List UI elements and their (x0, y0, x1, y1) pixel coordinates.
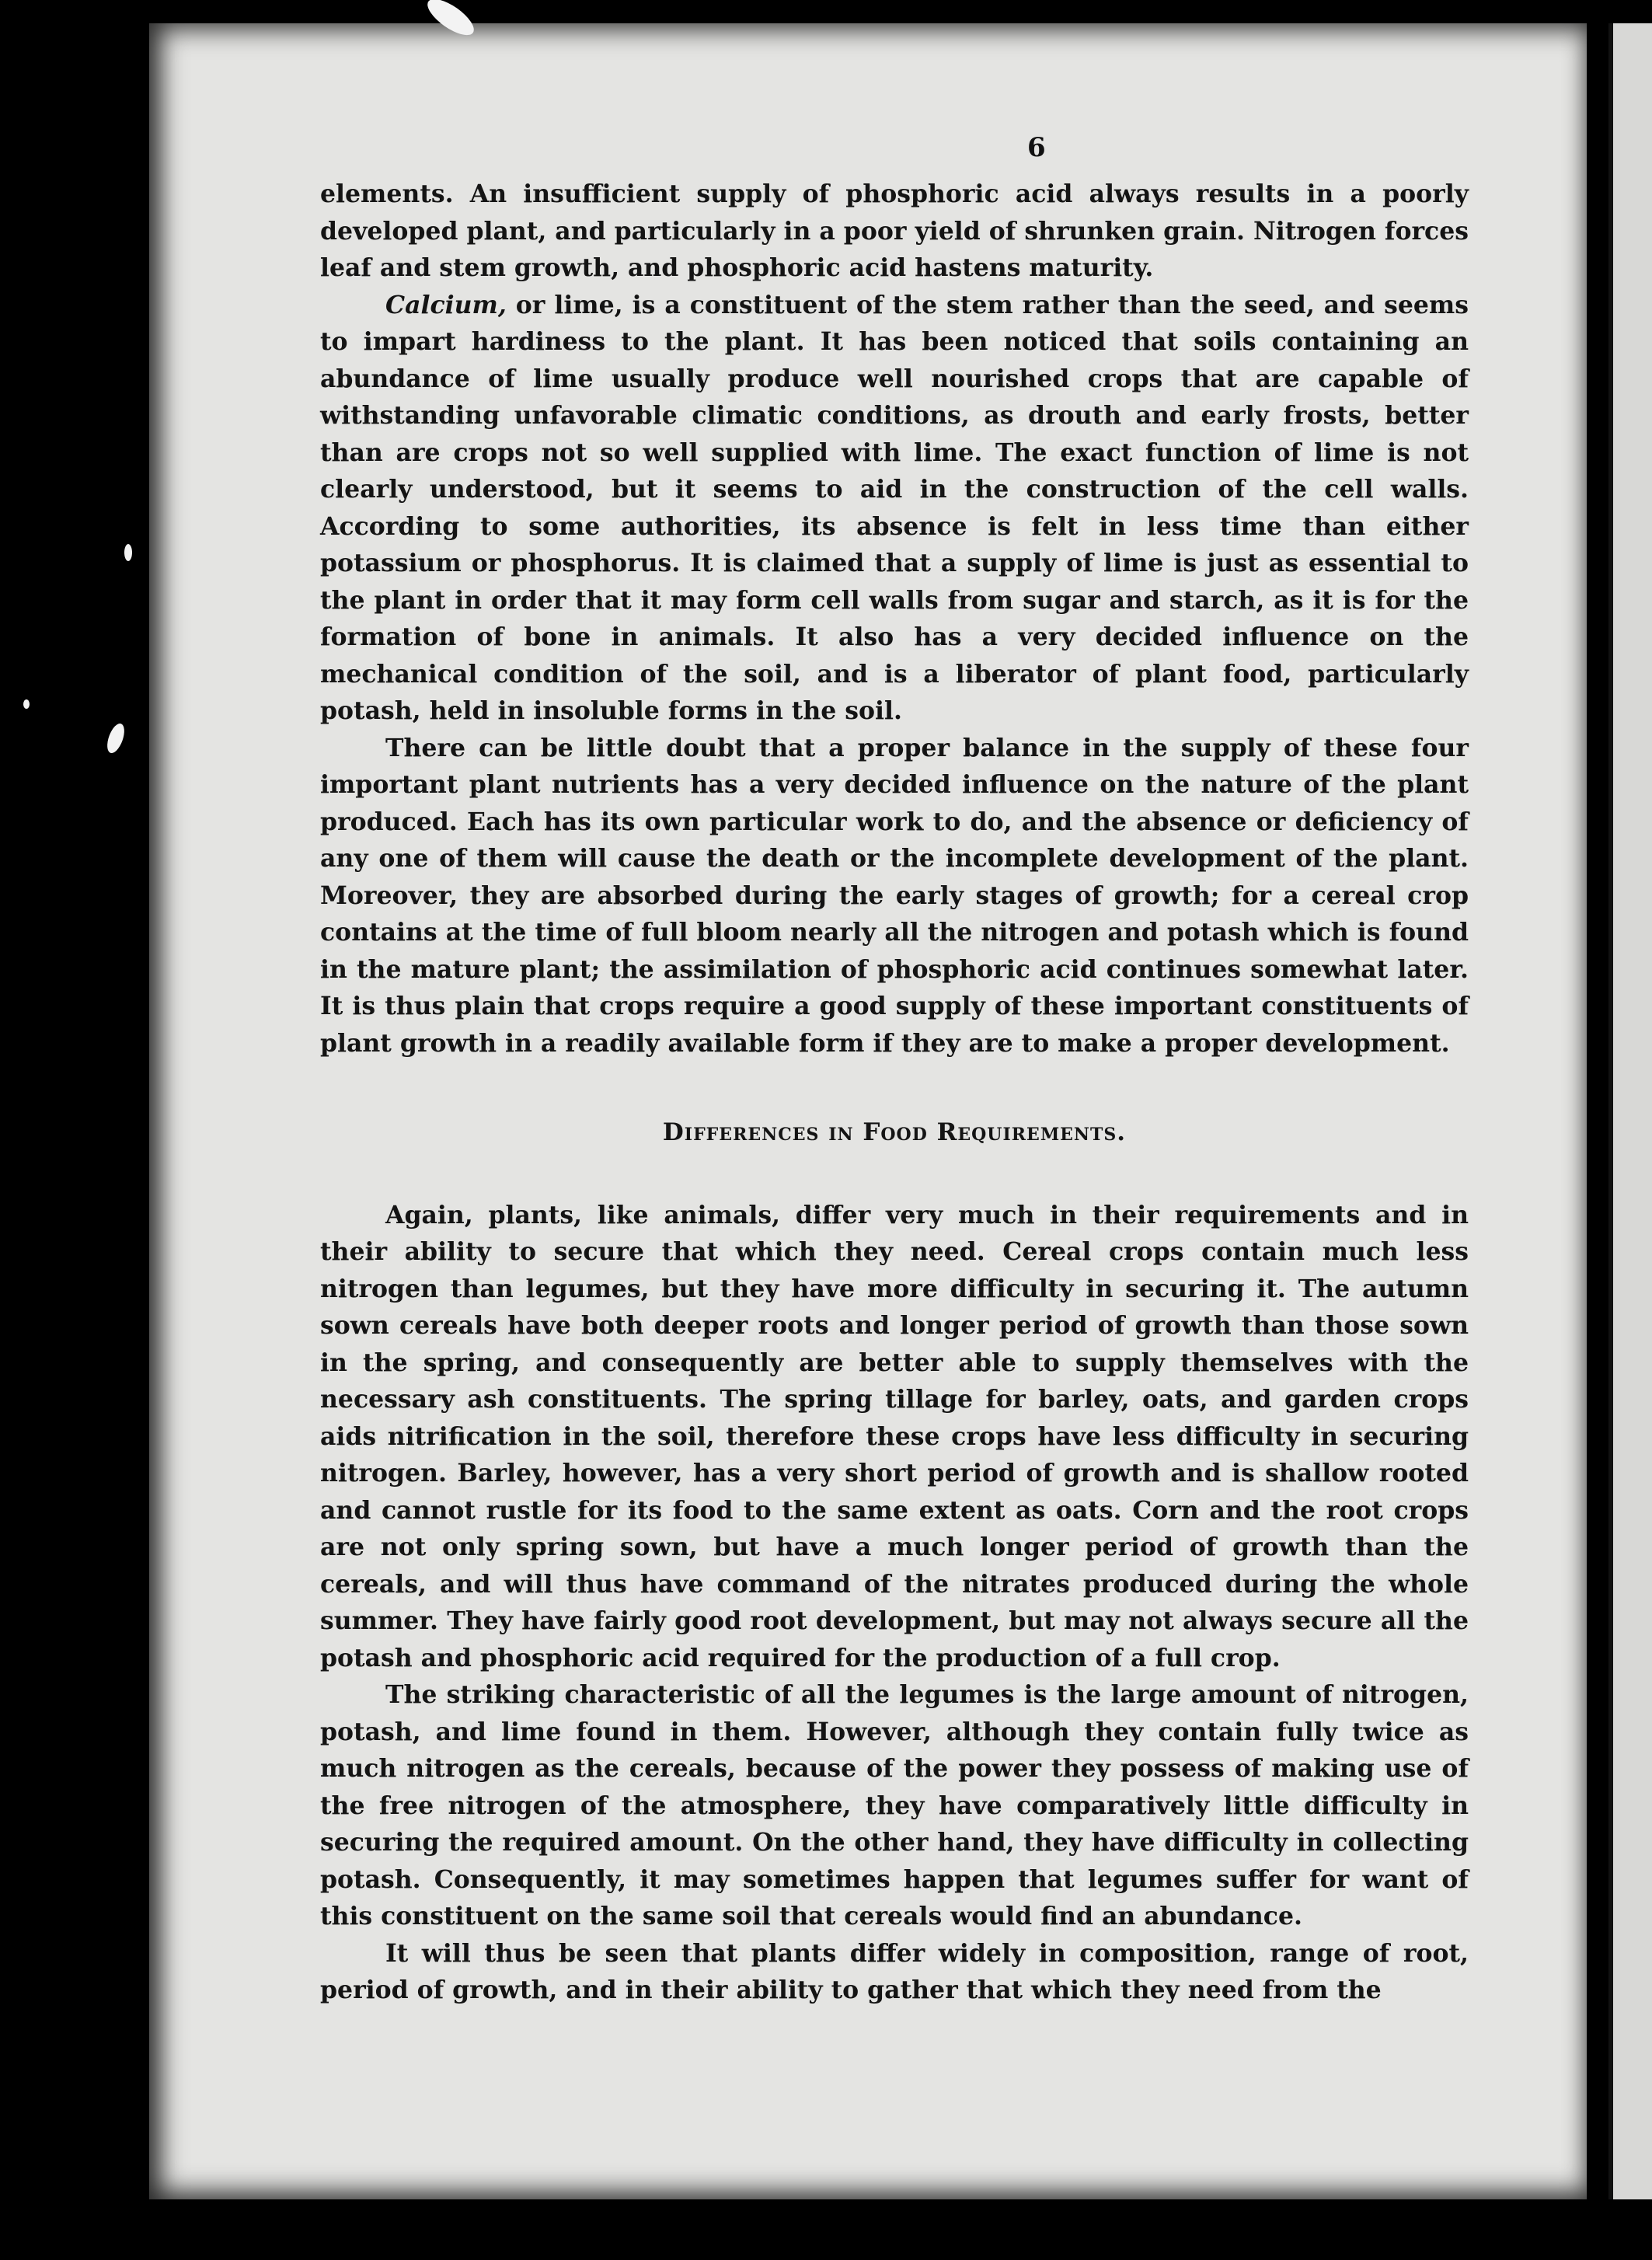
paragraph-legumes (320, 1676, 1469, 1935)
calcium-lead-term: Calcium, (385, 290, 507, 319)
paragraph-balance (320, 730, 1469, 1062)
paragraph-again-plants (320, 1197, 1469, 1677)
paragraph-text: Again, plants, like animals, differ very much in their requirements and in their ability to secure that which they need. Cereal crops contain much less nitrogen than legumes, but they have more difficulty in securing it. The autumn sown cereals have both deeper roots and longer period of growth than those sown in the spring, and consequently are better able to supply themselves with the necessary ash constituents. The spring tillage for barley, oats, and garden crops aids nitrification in the soil, therefore these crops have less difficulty in securing nitrogen. Barley, however, has a very short period of growth and is shallow rooted and cannot rustle for its food to the same extent as oats. Corn and the root crops are not only spring sown, but have a much longer period of growth than the cereals, and will thus have command of the nitrates produced during the whole summer. They have fairly good root development, but may not always secure all the potash and phosphoric acid required for the production of a full crop. (320, 1200, 1469, 1672)
section-heading: Differences in Food Requirements. (662, 1118, 1127, 1146)
paragraph-elements (320, 176, 1469, 287)
paragraph-text: There can be little doubt that a proper balance in the supply of these four important plant nutrients has a very decided influence on the nature of the plant produced. Each has its own particular work to do, and the absence or deficiency of any one of them will cause the death or the incomplete development of the plant. Moreover, they are absorbed during the early stages of growth; for a cereal crop contains at the time of full bloom nearly all the nitrogen and potash which is found in the mature plant; the assimilation of phosphoric acid continues somewhat later. It is thus plain that crops require a good supply of these important constituents of plant growth in a readily available form if they are to make a proper development. (320, 733, 1469, 1058)
paragraph-text: elements. An insufficient supply of phosphoric acid always results in a poorly developed plant, and particularly in a poor yield of shrunken grain. Nitrogen forces leaf and stem growth, and phosphoric acid hastens maturity. (320, 180, 1469, 282)
adjacent-page-edge (1608, 23, 1652, 2199)
paragraph-text: It will thus be seen that plants differ widely in composition, range of root, period of growth, and in their ability to gather that which they need from the (320, 1938, 1469, 2004)
paragraph-text: or lime, is a constituent of the stem rather than the seed, and seems to impart hardiness to the plant. It has been noticed that soils containing an abundance of lime usually produce well nourished crops that are capable of withstanding unfavorable climatic conditions, as drouth and early frosts, better than are crops not so well supplied with lime. The exact function of lime is not clearly understood, but it seems to aid in the construction of the cell walls. According to some authorities, its absence is felt in less time than either potassium or phosphorus. It is claimed that a supply of lime is just as essential to the plant in order that it may form cell walls from sugar and starch, as it is for the formation of bone in animals. It also has a very decided influence on the mechanical condition of the soil, and is a liberator of plant food, particularly potash, held in insoluble forms in the soil. (320, 290, 1469, 725)
paragraph-conclusion (320, 1935, 1469, 2009)
page-body (320, 176, 1469, 2009)
page-number: 6 (1027, 132, 1046, 163)
paragraph-text: The striking characteristic of all the legumes is the large amount of nitrogen, potash, and lime found in them. However, although they contain fully twice as much nitrogen as the cereals, because of the power they possess of making use of the free nitrogen of the atmosphere, they have comparatively little difficulty in securing the required amount. On the other hand, they have difficulty in collecting potash. Consequently, it may sometimes happen that legumes suffer for want of this constituent on the same soil that cereals would find an abundance. (320, 1680, 1469, 1930)
paragraph-calcium (320, 287, 1469, 730)
